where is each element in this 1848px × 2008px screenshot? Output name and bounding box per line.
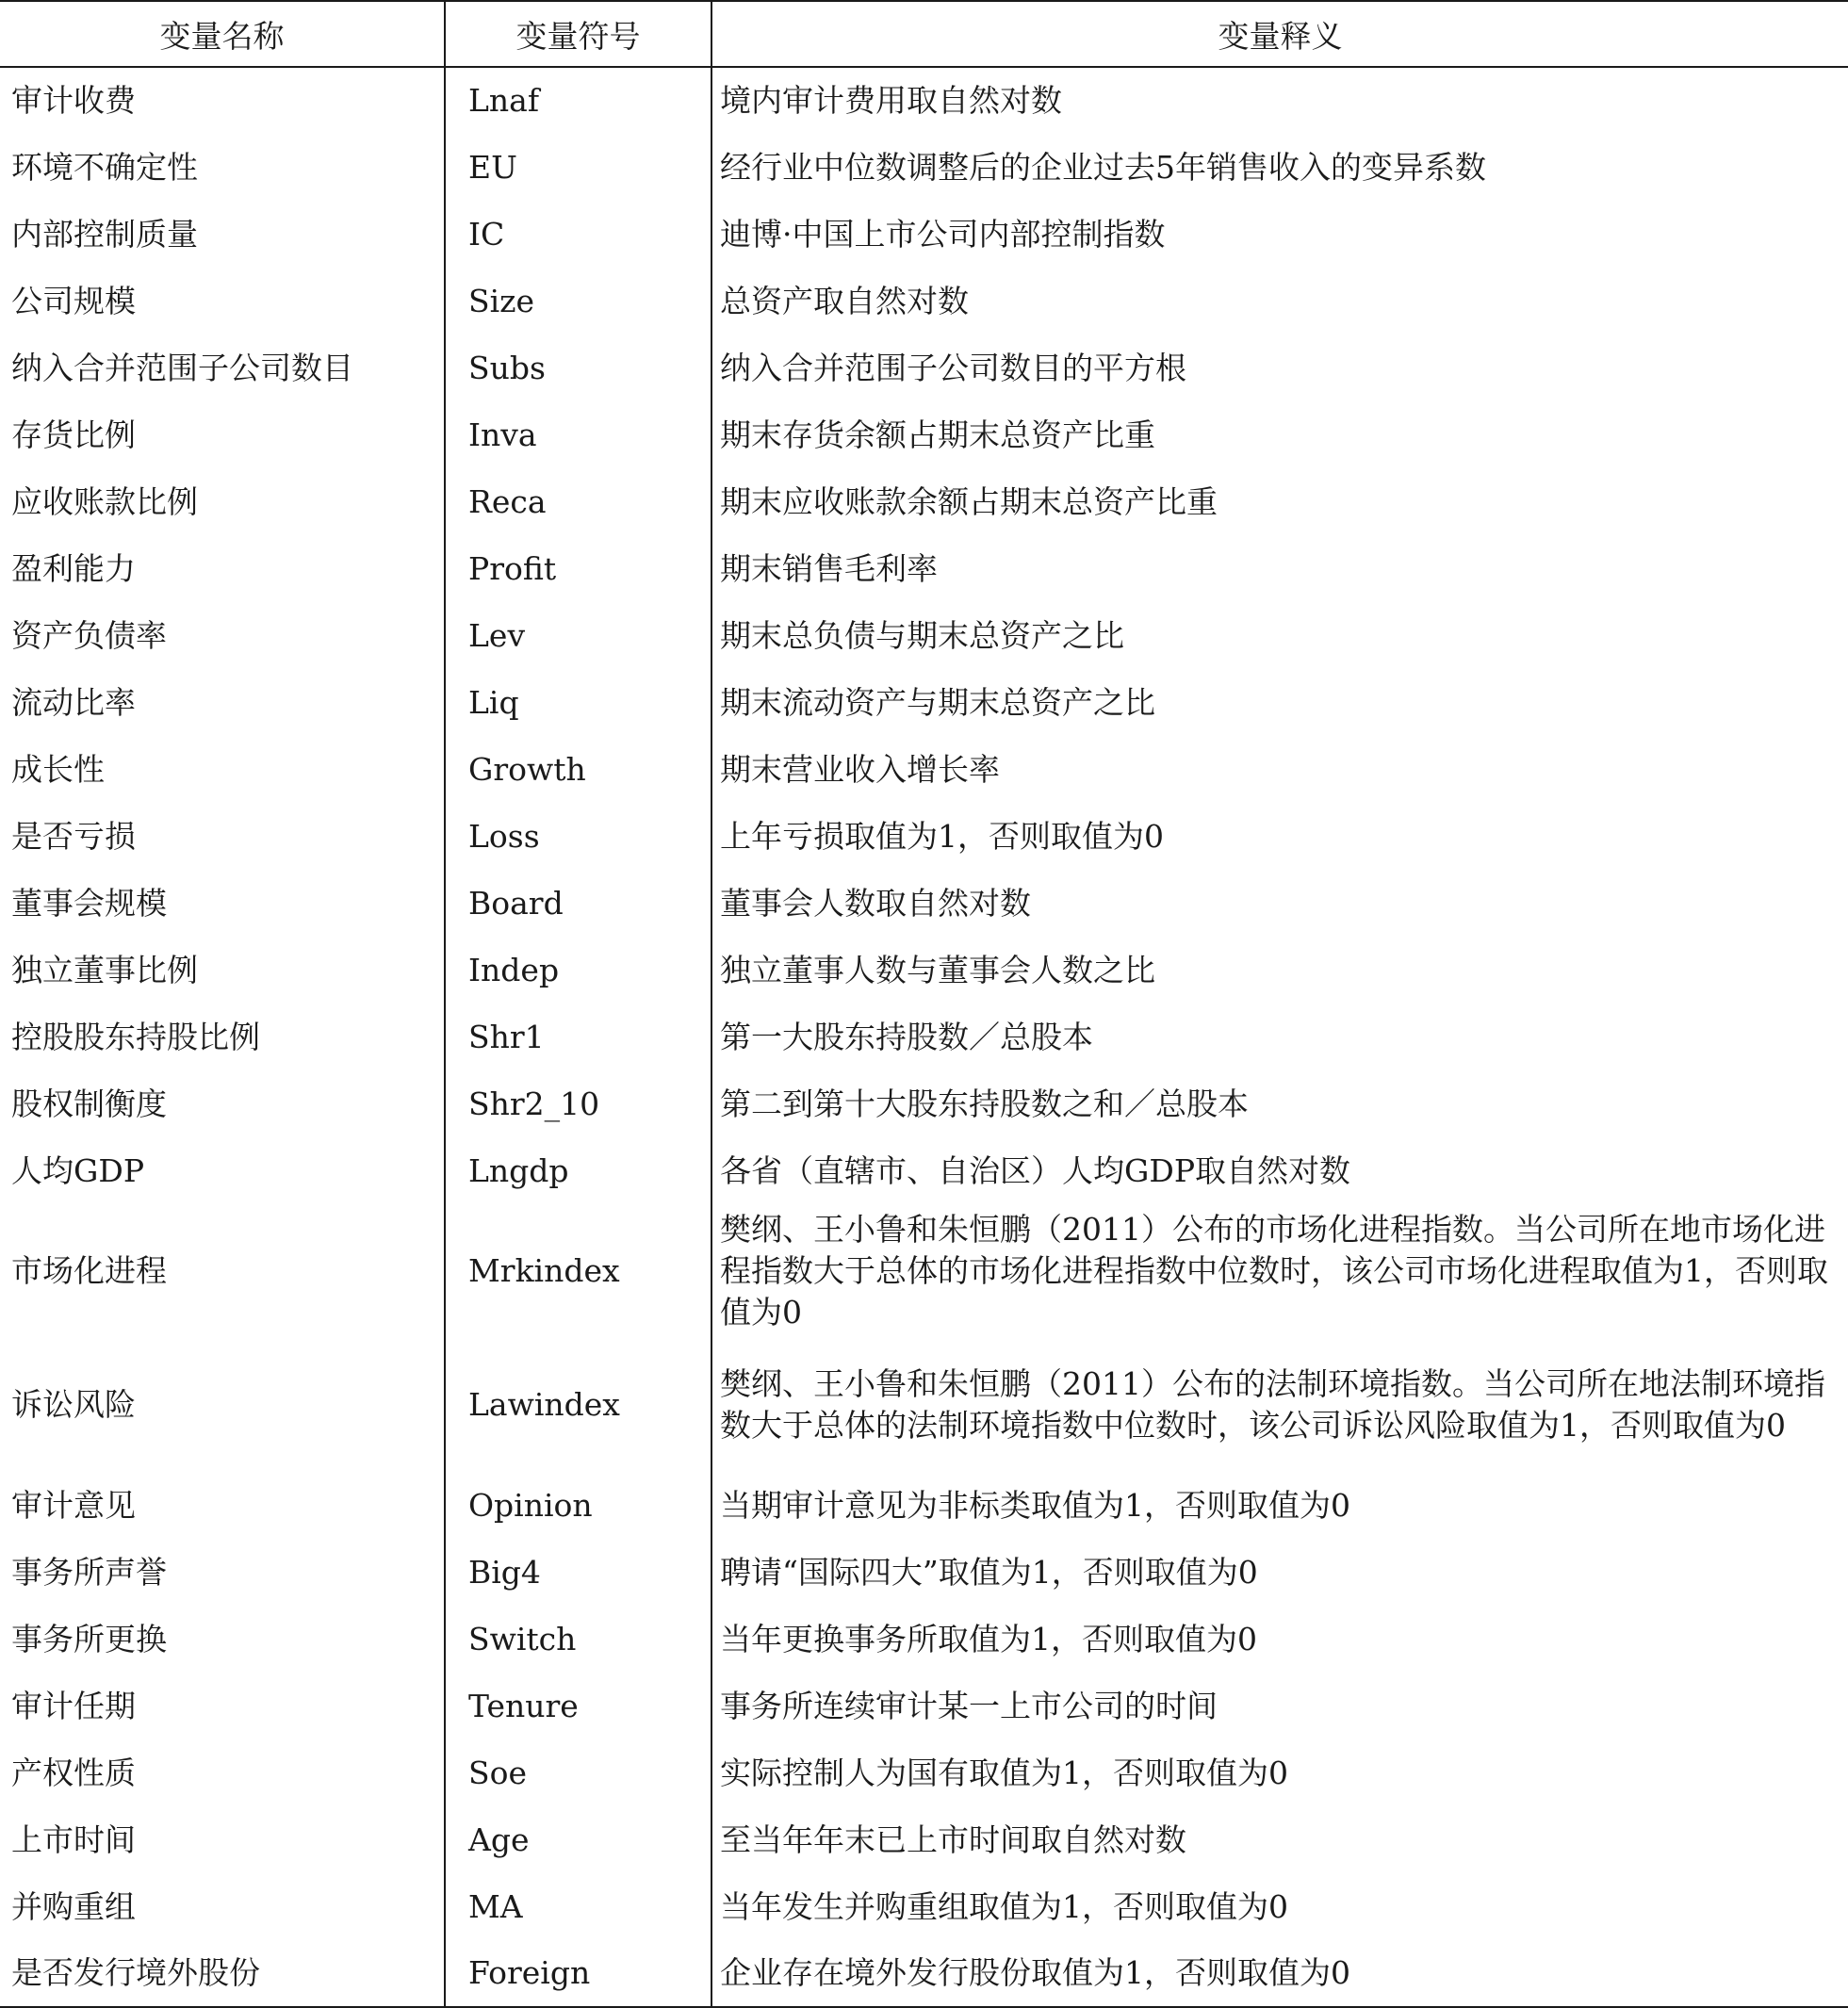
- table-row: [0, 468, 1848, 535]
- variable-description-cell: 企业存在境外发行股份取值为1，否则取值为0: [711, 1940, 1848, 2007]
- variable-name-cell: 盈利能力: [11, 549, 136, 587]
- variable-description-cell: 各省（直辖市、自治区）人均GDP取自然对数: [711, 1137, 1848, 1204]
- table-row: [0, 1940, 1848, 2007]
- variable-symbol-cell: MA: [445, 1873, 711, 1940]
- variable-symbol-cell: Liq: [445, 669, 711, 736]
- variable-name-cell: 诉讼风险: [11, 1386, 136, 1423]
- variable-description-cell: 第二到第十大股东持股数之和／总股本: [711, 1070, 1848, 1137]
- table-row: [0, 1472, 1848, 1539]
- variable-description-cell: 实际控制人为国有取值为1，否则取值为0: [711, 1739, 1848, 1806]
- variable-symbol-cell: Indep: [445, 937, 711, 1004]
- table-row: [0, 268, 1848, 335]
- table-row: [0, 1004, 1848, 1070]
- variable-description-cell: 经行业中位数调整后的企业过去5年销售收入的变异系数: [711, 134, 1848, 201]
- variable-name-cell: 董事会规模: [11, 884, 167, 922]
- variable-name-cell: 事务所更换: [11, 1620, 167, 1657]
- variable-description-cell: 期末应收账款余额占期末总资产比重: [711, 468, 1848, 535]
- variable-symbol-cell: Tenure: [445, 1673, 711, 1739]
- variable-symbol-cell: Growth: [445, 736, 711, 803]
- table-row: [0, 736, 1848, 803]
- variable-symbol-cell: EU: [445, 134, 711, 201]
- variable-symbol-cell: Lev: [445, 602, 711, 669]
- table-row: [0, 401, 1848, 468]
- table-row: [0, 1137, 1848, 1204]
- table-row: [0, 535, 1848, 602]
- variable-name-cell: 市场化进程: [11, 1252, 167, 1289]
- variable-symbol-cell: Age: [445, 1806, 711, 1873]
- variable-symbol-cell: Inva: [445, 401, 711, 468]
- table-row: [0, 1873, 1848, 1940]
- table-row: [0, 335, 1848, 401]
- variable-symbol-cell: Board: [445, 870, 711, 937]
- variable-name-cell: 事务所声誉: [11, 1553, 167, 1591]
- variable-description-cell: 迪博·中国上市公司内部控制指数: [711, 201, 1848, 268]
- table-row: [0, 1673, 1848, 1739]
- variable-description-cell: 境内审计费用取自然对数: [711, 67, 1848, 134]
- variable-symbol-cell: Profit: [445, 535, 711, 602]
- variable-name-cell: 并购重组: [11, 1887, 136, 1925]
- variable-symbol-cell: IC: [445, 201, 711, 268]
- variable-description-cell: 至当年年末已上市时间取自然对数: [711, 1806, 1848, 1873]
- table-row: [0, 134, 1848, 201]
- variable-description-cell: 聘请“国际四大”取值为1，否则取值为0: [711, 1539, 1848, 1606]
- variable-name-cell: 股权制衡度: [11, 1085, 167, 1122]
- variable-description-cell: 期末存货余额占期末总资产比重: [711, 401, 1848, 468]
- variable-name-cell: 是否亏损: [11, 817, 136, 855]
- table-row: [0, 602, 1848, 669]
- variable-symbol-cell: Soe: [445, 1739, 711, 1806]
- variable-symbol-cell: Lnaf: [445, 67, 711, 134]
- variable-description-cell: 董事会人数取自然对数: [711, 870, 1848, 937]
- header-variable-symbol: 变量符号: [445, 1, 711, 67]
- variable-name-cell: 人均GDP: [11, 1151, 145, 1189]
- variable-name-cell: 资产负债率: [11, 616, 167, 654]
- variable-description-cell: 樊纲、王小鲁和朱恒鹏（2011）公布的法制环境指数。当公司所在地法制环境指数大于总体的法制环境指数中位数时，该公司诉讼风险取值为1，否则取值为0: [711, 1338, 1848, 1472]
- variable-description-cell: 上年亏损取值为1，否则取值为0: [711, 803, 1848, 870]
- variable-name-cell: 纳入合并范围子公司数目: [11, 349, 353, 386]
- variable-name-cell: 控股股东持股比例: [11, 1018, 260, 1055]
- table-row: [0, 669, 1848, 736]
- variable-description-cell: 事务所连续审计某一上市公司的时间: [711, 1673, 1848, 1739]
- variable-description-cell: 当年更换事务所取值为1，否则取值为0: [711, 1606, 1848, 1673]
- variable-symbol-cell: Foreign: [445, 1940, 711, 2007]
- variable-name-cell: 内部控制质量: [11, 215, 198, 253]
- variable-name-cell: 审计任期: [11, 1687, 136, 1724]
- variable-description-cell: 当期审计意见为非标类取值为1，否则取值为0: [711, 1472, 1848, 1539]
- table-row: [0, 1739, 1848, 1806]
- variable-symbol-cell: Shr2_10: [445, 1070, 711, 1137]
- table-row: [0, 803, 1848, 870]
- table-row: [0, 201, 1848, 268]
- variable-symbol-cell: Subs: [445, 335, 711, 401]
- variable-symbol-cell: Reca: [445, 468, 711, 535]
- variable-description-cell: 独立董事人数与董事会人数之比: [711, 937, 1848, 1004]
- table-row: [0, 1606, 1848, 1673]
- variable-description-cell: 总资产取自然对数: [711, 268, 1848, 335]
- variable-symbol-cell: Big4: [445, 1539, 711, 1606]
- table-row: [0, 1806, 1848, 1873]
- variable-name-cell: 审计收费: [11, 82, 136, 119]
- variable-description-cell: 期末销售毛利率: [711, 535, 1848, 602]
- variable-name-cell: 成长性: [11, 750, 105, 788]
- variable-name-cell: 公司规模: [11, 282, 136, 319]
- variable-description-cell: 第一大股东持股数／总股本: [711, 1004, 1848, 1070]
- variable-description-cell: 期末流动资产与期末总资产之比: [711, 669, 1848, 736]
- variable-description-cell: 纳入合并范围子公司数目的平方根: [711, 335, 1848, 401]
- variable-name-cell: 产权性质: [11, 1754, 136, 1791]
- variable-symbol-cell: Lngdp: [445, 1137, 711, 1204]
- variable-description-cell: 樊纲、王小鲁和朱恒鹏（2011）公布的市场化进程指数。当公司所在地市场化进程指数大于总体的市场化进程指数中位数时，该公司市场化进程取值为1，否则取值为0: [711, 1204, 1848, 1338]
- variable-description-cell: 期末营业收入增长率: [711, 736, 1848, 803]
- variable-symbol-cell: Lawindex: [445, 1338, 711, 1472]
- table-header-row: [0, 1, 1848, 67]
- table-row: [0, 1204, 1848, 1338]
- variable-symbol-cell: Opinion: [445, 1472, 711, 1539]
- variable-name-cell: 是否发行境外股份: [0, 1940, 445, 2007]
- variable-symbol-cell: Switch: [445, 1606, 711, 1673]
- variable-name-cell: 上市时间: [11, 1820, 136, 1858]
- variable-name-cell: 独立董事比例: [11, 951, 198, 988]
- table-row: [0, 1338, 1848, 1472]
- variable-name-cell: 应收账款比例: [11, 482, 198, 520]
- header-variable-name: 变量名称: [0, 1, 445, 67]
- variable-description-cell: 期末总负债与期末总资产之比: [711, 602, 1848, 669]
- variable-symbol-cell: Mrkindex: [445, 1204, 711, 1338]
- variable-name-cell: 存货比例: [11, 416, 136, 453]
- variable-name-cell: 流动比率: [11, 683, 136, 721]
- header-variable-description: 变量释义: [711, 1, 1848, 67]
- variable-name-cell: 审计意见: [11, 1486, 136, 1524]
- table-row: [0, 1070, 1848, 1137]
- table-row: [0, 937, 1848, 1004]
- variable-symbol-cell: Loss: [445, 803, 711, 870]
- variable-symbol-cell: Shr1: [445, 1004, 711, 1070]
- variable-name-cell: 环境不确定性: [11, 148, 198, 186]
- table-row: [0, 67, 1848, 134]
- table-row: [0, 870, 1848, 937]
- table-row: [0, 1539, 1848, 1606]
- variable-symbol-cell: Size: [445, 268, 711, 335]
- variable-description-cell: 当年发生并购重组取值为1，否则取值为0: [711, 1873, 1848, 1940]
